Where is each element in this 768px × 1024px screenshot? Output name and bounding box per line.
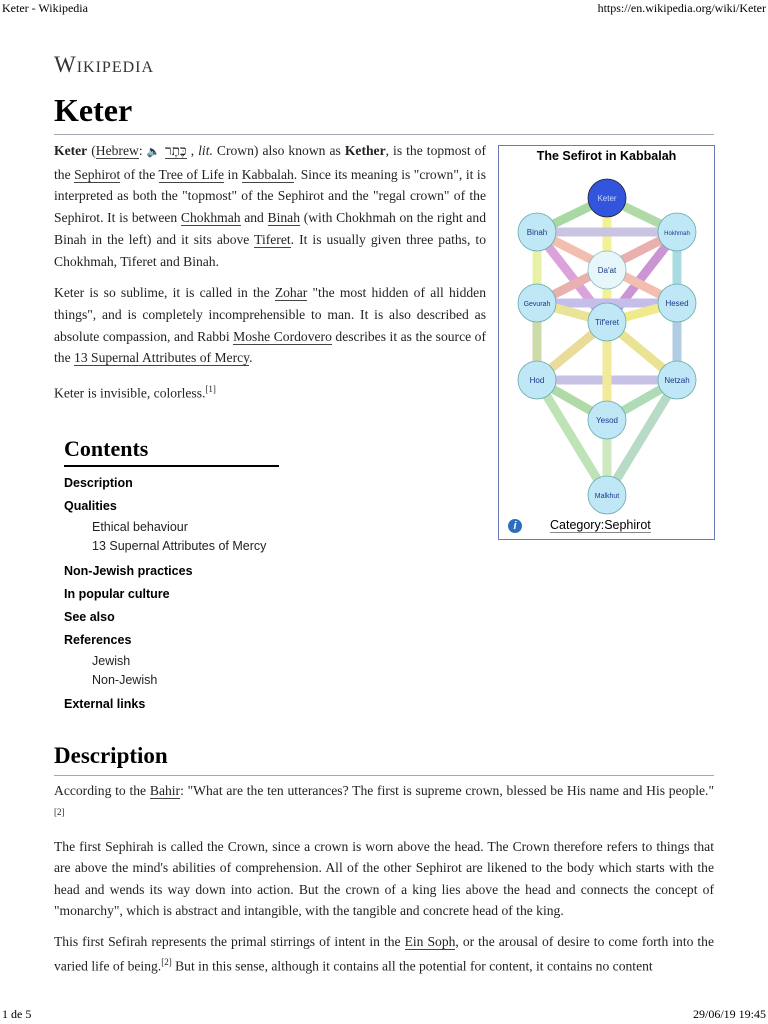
wikipedia-logo[interactable]: Wikipedia: [54, 52, 155, 77]
node-gevurah: Gevurah: [523, 301, 551, 308]
text-span: This first Sefirah represents the primal stirrings of intent in the: [54, 933, 405, 949]
infobox-caption: The Sefirot in Kabbalah: [536, 149, 677, 163]
description-paragraph-3: [54, 931, 714, 978]
text-span: of the: [120, 166, 159, 182]
text-span: According to the: [54, 783, 150, 798]
print-timestamp: 29/06/19 19:45: [692, 1007, 766, 1021]
link-sephirot[interactable]: Sephirot: [74, 166, 121, 182]
toc-item-13-attributes[interactable]: 13 Supernal Attributes of Mercy: [92, 539, 267, 553]
print-header-title: Keter - Wikipedia: [2, 1, 88, 15]
node-tiferet: Tif'eret: [595, 318, 619, 327]
link-binah[interactable]: Binah: [267, 210, 301, 226]
category-link[interactable]: Category:Sephirot: [550, 518, 651, 532]
text-span: in: [224, 166, 242, 182]
toc-item-qualities[interactable]: Qualities: [64, 499, 117, 513]
text-span: describes it as the source of the: [54, 328, 487, 366]
toc-item-description[interactable]: Description: [64, 476, 133, 490]
intro-paragraph-1: [54, 140, 486, 272]
description-section: [54, 780, 714, 986]
sefirot-infobox: [498, 145, 715, 540]
toc-item-non-jewish[interactable]: Non-Jewish: [92, 673, 158, 687]
toc-item-non-jewish-practices[interactable]: Non-Jewish practices: [64, 564, 193, 578]
link-tiferet[interactable]: Tiferet: [254, 231, 291, 247]
page-title: Keter: [54, 92, 133, 128]
toc-item-ethical-behaviour[interactable]: Ethical behaviour: [92, 520, 188, 534]
text-span: Keter is so sublime, it is called in the: [54, 285, 275, 301]
node-binah: Binah: [526, 228, 548, 237]
text-span: . Since its meaning is "crown", it is interpreted as both the "topmost" of the Sephirot and the "regal crown" of the Sephirot. It is between: [54, 166, 486, 226]
node-hesed: Hesed: [665, 299, 689, 308]
toc-item-see-also[interactable]: See also: [64, 610, 115, 624]
node-netzah: Netzah: [664, 376, 690, 385]
bold-term-keter: Keter: [54, 143, 88, 158]
description-paragraph-2: The first Sephirah is called the Crown, since a crown is worn above the head. The Crown therefore refers to things that are above the mind's abilities of comprehension. All of the other Sephirot are likened to the body which starts with the head and wends its way down into action. But the crown of a king lies above the head and connects the concept of "monarchy", which is abstract and intangible, with the tangible and concrete head of the king.: [54, 838, 714, 919]
node-yesod: Yesod: [596, 416, 618, 425]
link-hebrew[interactable]: Hebrew: [95, 143, 139, 158]
page-count: 1 de 5: [2, 1007, 32, 1021]
text-span: .: [249, 350, 253, 366]
node-daat: Da'at: [597, 266, 617, 275]
link-zohar[interactable]: Zohar: [274, 285, 308, 301]
text-span: Crown) also known as: [212, 143, 345, 158]
speaker-icon[interactable]: 🔈: [146, 146, 161, 158]
toc-item-popular-culture[interactable]: In popular culture: [64, 587, 170, 601]
text-span: , is the topmost of the: [54, 143, 486, 182]
link-kabbalah[interactable]: Kabbalah: [241, 166, 294, 182]
text-span: (: [87, 143, 96, 158]
description-divider: [54, 775, 714, 776]
text-span: "the most hidden of all hidden things", and is completely incomprehensible to man. It is also described as absolute compassion, and Rabbi: [54, 285, 486, 344]
text-span: , or the arousal of desire to come forth into the varied life of being.: [54, 933, 715, 974]
italic-lit: lit.: [198, 143, 213, 158]
print-header-url: https://en.wikipedia.org/wiki/Keter: [597, 1, 766, 15]
link-ein-soph[interactable]: Ein Soph: [404, 933, 456, 949]
tree-of-life-diagram[interactable]: [517, 170, 697, 515]
toc-item-jewish[interactable]: Jewish: [92, 654, 131, 668]
text-span: But in this sense, although it contains all the potential for content, it contains no content: [171, 958, 653, 974]
link-bahir[interactable]: Bahir: [149, 783, 181, 798]
node-hod: Hod: [529, 376, 545, 385]
text-span: : "What are the ten utterances? The first is supreme crown, blessed be His name and His people.": [180, 783, 714, 798]
text-span: . It is usually given three paths, to Chokhmah, Tiferet and Binah.: [54, 231, 486, 269]
contents-title: Contents: [64, 436, 279, 467]
link-tree-of-life[interactable]: Tree of Life: [158, 166, 225, 182]
reference-2b[interactable]: [2]: [161, 957, 172, 968]
link-hebrew-word[interactable]: כֶּתֶר: [165, 143, 187, 158]
node-keter: Keter: [597, 194, 617, 203]
intro-paragraph-3: [54, 379, 486, 404]
table-of-contents: [64, 436, 279, 716]
reference-1[interactable]: [1]: [205, 384, 216, 395]
text-span: Keter is invisible, colorless.: [54, 385, 206, 401]
text-span: :: [138, 143, 147, 158]
description-heading: Description: [54, 743, 168, 768]
intro-paragraph-2: [54, 282, 486, 369]
toc-item-external-links[interactable]: External links: [64, 697, 146, 711]
text-span: ,: [186, 143, 199, 158]
text-span: and: [240, 210, 268, 226]
intro-section: [54, 140, 486, 414]
link-moshe-cordovero[interactable]: Moshe Cordovero: [233, 328, 332, 344]
toc-item-references[interactable]: References: [64, 633, 132, 647]
link-chokhmah[interactable]: Chokhmah: [180, 210, 241, 226]
link-13-attributes[interactable]: 13 Supernal Attributes of Mercy: [74, 350, 250, 366]
node-hokhmah: Hokhmah: [664, 231, 690, 237]
print-header: [0, 0, 768, 18]
title-divider: [54, 134, 714, 135]
reference-2[interactable]: [2]: [54, 806, 65, 817]
info-icon[interactable]: i: [508, 519, 522, 533]
node-malkhut: Malkhut: [594, 493, 620, 500]
description-paragraph-1: [54, 780, 714, 827]
bold-term-kether: Kether: [344, 143, 386, 158]
text-span: (with Chokhmah on the right and Binah in the left) and it sits above: [54, 210, 486, 247]
print-footer: [0, 1006, 768, 1024]
